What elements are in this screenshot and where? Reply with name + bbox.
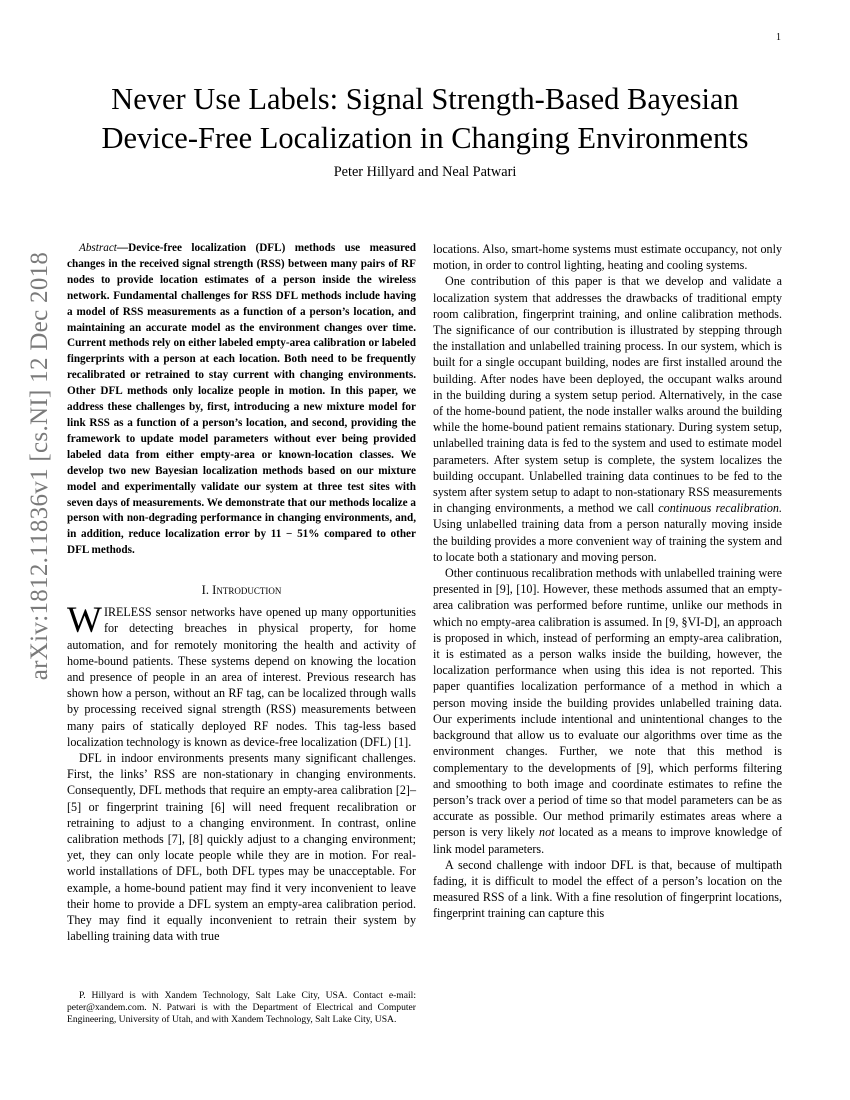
section-title: Introduction <box>212 583 282 598</box>
page-number: 1 <box>776 32 781 43</box>
paragraph-continued: locations. Also, smart-home systems must estimate occupancy, not only motion, in order to control lighting, heating and cooling systems. <box>433 242 782 273</box>
contribution-text-a: One contribution of this paper is that we develop and validate a localization system that addresses the drawbacks of traditional empty room calibration, fingerprint training, and online calibration methods. The significance of our contribution is illustrated by stepping through the installation and unlabelled training process. In our system, which is built for a single occupant building, nodes are first installed around the building. After nodes have been deployed, the occupant walks around in the building during a system setup period. Alternatively, in the case of the home-bound patient, the node installer walks around the building while the home-bound patient remains stationary. During system setup, unlabelled training data is fed to the system and used to estimate model parameters. After system setup is complete, the system localizes the building occupant. Unlabelled training data continues to be fed to the system after system setup to adapt to non-stationary RSS measurements in changing environments, a method we call <box>433 274 782 516</box>
title-line-2: Device-Free Localization in Changing Environments <box>101 121 749 155</box>
abstract-label: Abstract <box>79 242 117 254</box>
arxiv-stamp-text: arXiv:1812.11836v1 [cs.NI] 12 Dec 2018 <box>26 251 53 681</box>
intro-paragraph-2: DFL in indoor environments presents many significant challenges. First, the links’ RSS are non-stationary in changing environments. Consequently, DFL methods that require an empty-area calibration [2]–[5] or fingerprint training [6] will need frequent recalibration or retraining to adjust to a changing environment. In contrast, online calibration methods [7], [8] quickly adjust to a changing environment; yet, they can only locate people while they are in motion. For real-world installations of DFL, both DFL types may be unacceptable. For example, a home-bound patient may find it very inconvenient to leave their home to provide a DFL system an empty-area calibration period. They may find it equally inconvenient to retrain their system by labelling training data with true <box>67 750 416 944</box>
contribution-text-b: Using unlabelled training data from a person naturally moving inside the building provides a more convenient way of training the system and to locate both a stationary and moving person. <box>433 517 782 564</box>
authors: Peter Hillyard and Neal Patwari <box>333 164 517 180</box>
second-challenge-paragraph: A second challenge with indoor DFL is that, because of multipath fading, it is difficult to model the effect of a person’s location on the measured RSS of a link. With a fine resolution of fingerprint locations, fingerprint training can capture this <box>433 857 782 921</box>
section-heading <box>67 583 416 598</box>
footnote: P. Hillyard is with Xandem Technology, Salt Lake City, USA. Contact e-mail: peter@xandem.com. N. Patwari is with the Department of Electrical and Computer Engineering, University of Utah, and with Xandem Technology, Salt Lake City, USA. <box>67 990 416 1026</box>
contribution-emphasis: continuous recalibration. <box>658 501 782 516</box>
right-column <box>433 241 782 922</box>
related-work-text-a: Other continuous recalibration methods with unlabelled training were presented in [9], [10]. However, these methods assumed that an empty-area calibration was performed before runtime, unlike our methods in which no empty-area calibration is assumed. In [9, §VI-D], an approach is proposed in which, instead of performing an empty-area calibration, it is estimated as a person walks inside the building, however, the localization performance when using this idea is not reported. This paper quantifies localization performance of a method in which a person moving inside the building provides unlabelled training data. Our experiments include intentional and unintentional changes to the background that allow us to evaluate our algorithms over time as the environment changes. Further, we note that this method is complementary to the developments of [9], which performs filtering and smoothing to both image and coordinate estimates to refine the person’s track over a period of time so that model parameters can be as accurate as possible. Our method primarily estimates areas where a person is very likely <box>433 566 782 840</box>
intro-paragraph-1-text: IRELESS sensor networks have opened up many opportunities for detecting breaches in physical property, for home automation, and for remotely monitoring the health and activity of home-bound patients. These systems depend on knowing the location and presence of people in an area of interest. Previous research has shown how a person, without an RF tag, can be localized through walls by processing received signal strength (RSS) measurements between many pairs of statically deployed RF nodes. This tag-less based localization technology is known as device-free localization (DFL) [1]. <box>67 605 416 749</box>
related-work-paragraph <box>433 565 782 857</box>
title-line-1: Never Use Labels: Signal Strength-Based Bayesian <box>111 82 739 116</box>
intro-paragraph-1 <box>67 600 416 750</box>
abstract <box>67 241 416 559</box>
section-number: I. <box>201 583 213 598</box>
related-work-text-b: located as a means to improve knowledge of link model parameters. <box>433 825 783 856</box>
dropcap-letter: W <box>67 600 102 642</box>
left-column <box>67 241 416 944</box>
related-work-emphasis: not <box>539 825 555 840</box>
paper-title <box>60 80 790 158</box>
abstract-text: —Device-free localization (DFL) methods use measured changes in the received signal strength (RSS) between many pairs of RF nodes to provide location estimates of a person inside the wireless network. Fundamental challenges for RSS DFL methods include having a model of RSS measurements as a function of a person’s location, and maintaining an accurate model as the environment changes over time. Current methods rely on either labeled empty-area calibration or labeled fingerprints with a person at each location. Both need to be frequently recalibrated or retrained to stay current with changing environments. Other DFL methods only localize people in motion. In this paper, we address these challenges by, first, introducing a new mixture model for link RSS as a function of a person’s location, and second, providing the framework to update model parameters without ever being provided labeled data from either empty-area or known-location classes. We develop two new Bayesian localization methods based on our mixture model and experimentally validate our system at three test sites with seven days of measurements. We demonstrate that our methods localize a person with non-degrading performance in changing environments, and, in addition, reduce localization error by 11 − 51% compared to other DFL methods. <box>67 242 416 557</box>
contribution-paragraph <box>433 273 782 565</box>
